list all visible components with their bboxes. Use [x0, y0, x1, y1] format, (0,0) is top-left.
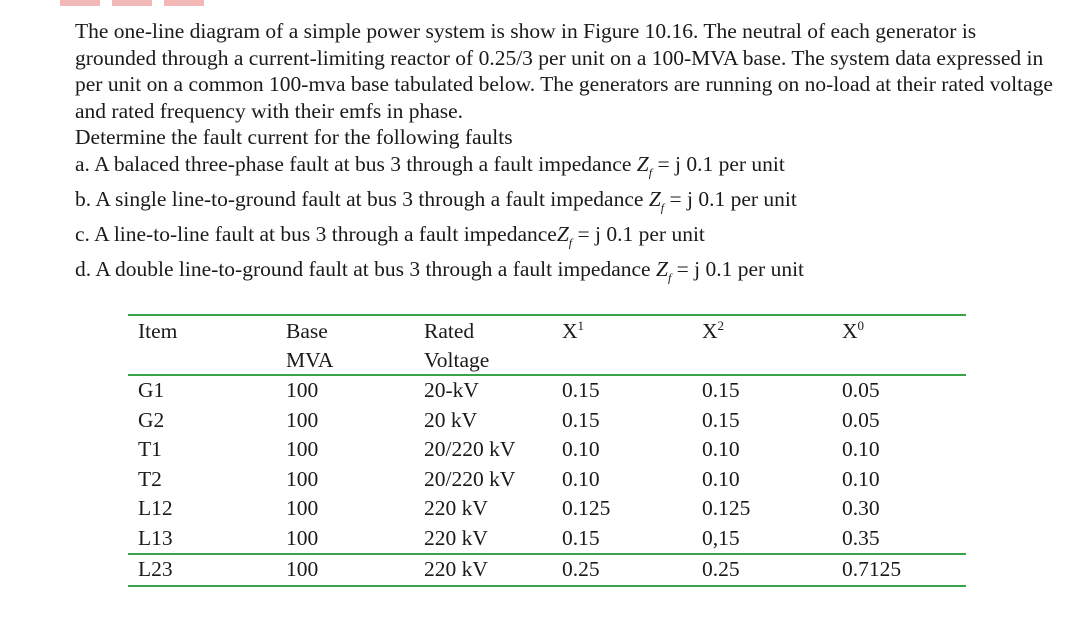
cell-item: L13 [138, 525, 173, 550]
cell-item: T2 [138, 466, 162, 491]
cell-x2: 0.10 [702, 466, 740, 491]
fault-b [75, 186, 1055, 221]
fault-text: d. A double line-to-ground fault at bus 3 through a fault impedance [75, 256, 656, 281]
cell-item: G1 [138, 378, 165, 402]
header-mva: MVA [276, 346, 414, 375]
cell-voltage: 220 kV [424, 496, 488, 520]
cell-item: L23 [128, 554, 276, 586]
cell-x1: 0.15 [562, 525, 600, 550]
cell-mva: 100 [286, 525, 319, 550]
table-header-row-2 [128, 346, 966, 375]
header-rated: Rated [414, 315, 552, 346]
problem-prompt: Determine the fault current for the following faults [75, 125, 513, 150]
cell-x0: 0.05 [842, 378, 880, 402]
cell-voltage: 20 kV [424, 407, 478, 432]
header-x1: $X^1$ [552, 315, 692, 346]
cell-item: L12 [138, 496, 173, 520]
cell-item: T1 [138, 437, 162, 461]
header-x2: $X^2$ [692, 315, 832, 346]
cell-x1: 0.15 [562, 407, 600, 432]
table-row [128, 524, 966, 555]
cell-mva: 100 [276, 554, 414, 586]
header-x0: $X^0$ [832, 315, 966, 346]
cell-x1: 0.15 [562, 378, 600, 402]
fault-impedance-symbol: $Z_f$ [655, 256, 672, 284]
cell-mva: 100 [286, 496, 319, 520]
cell-x2: 0,15 [702, 525, 740, 550]
cell-voltage: 20/220 kV [424, 466, 516, 491]
fault-text: b. A single line-to-ground fault at bus 3 through a fault impedance [75, 186, 649, 211]
cell-x0: 0.10 [842, 437, 880, 461]
top-decoration [60, 0, 210, 6]
fault-a [75, 151, 1055, 186]
cell-x1: 0.125 [562, 496, 611, 520]
header-voltage: Voltage [414, 346, 552, 375]
cell-x1: 0.25 [552, 554, 692, 586]
cell-x1: 0.10 [562, 466, 600, 491]
table-header-row [128, 315, 966, 346]
fault-value: = j 0.1 per unit [676, 256, 805, 281]
fault-impedance-symbol: $Z_f$ [648, 186, 665, 215]
cell-x2: 0.15 [702, 378, 740, 402]
cell-mva: 100 [286, 466, 319, 491]
cell-voltage: 220 kV [414, 554, 552, 586]
cell-voltage: 20-kV [424, 378, 479, 402]
table-row [128, 494, 966, 524]
fault-value: = j 0.1 per unit [669, 186, 797, 211]
cell-item: G2 [138, 407, 165, 432]
problem-statement [75, 18, 1055, 291]
header-item: Item [128, 315, 276, 346]
fault-text: c. A line-to-line fault at bus 3 through a fault impedance [75, 221, 557, 246]
cell-voltage: 220 kV [424, 525, 488, 550]
cell-x2: 0.15 [702, 407, 740, 432]
cell-mva: 100 [286, 378, 319, 402]
fault-c [75, 221, 1055, 256]
system-data-table [128, 314, 966, 587]
table-row [128, 554, 966, 586]
fault-value: = j 0.1 per unit [577, 221, 705, 246]
problem-intro: The one-line diagram of a simple power system is show in Figure 10.16. The neutral of each generator is grounded through a current-limiting reactor of 0.25/3 per unit on a 100-MVA base. The system data expressed in per unit on a common 100-mva base tabulated below. The generators are running on no-load at their rated voltage and rated frequency with their emfs in phase. [75, 19, 1053, 123]
cell-voltage: 20/220 kV [424, 437, 516, 461]
table-row [128, 435, 966, 465]
cell-x0: 0.30 [842, 496, 880, 520]
table-row [128, 465, 966, 495]
cell-x0: 0.10 [842, 466, 880, 491]
table-row [128, 375, 966, 406]
table-row [128, 406, 966, 436]
fault-d [75, 256, 1055, 291]
cell-x2: 0.25 [692, 554, 832, 586]
cell-x2: 0.125 [702, 496, 751, 520]
fault-text: a. A balaced three-phase fault at bus 3 through a fault impedance [75, 151, 637, 176]
cell-x0: 0.35 [842, 525, 880, 550]
cell-mva: 100 [286, 437, 319, 461]
cell-x0: 0.7125 [832, 554, 966, 586]
fault-value: = j 0.1 per unit [657, 151, 785, 176]
header-base: Base [276, 315, 414, 346]
cell-x0: 0.05 [842, 407, 880, 432]
cell-x2: 0.10 [702, 437, 740, 461]
fault-impedance-symbol: $Z_f$ [556, 221, 573, 250]
cell-x1: 0.10 [562, 437, 600, 461]
cell-mva: 100 [286, 407, 319, 432]
fault-impedance-symbol: $Z_f$ [636, 151, 653, 180]
